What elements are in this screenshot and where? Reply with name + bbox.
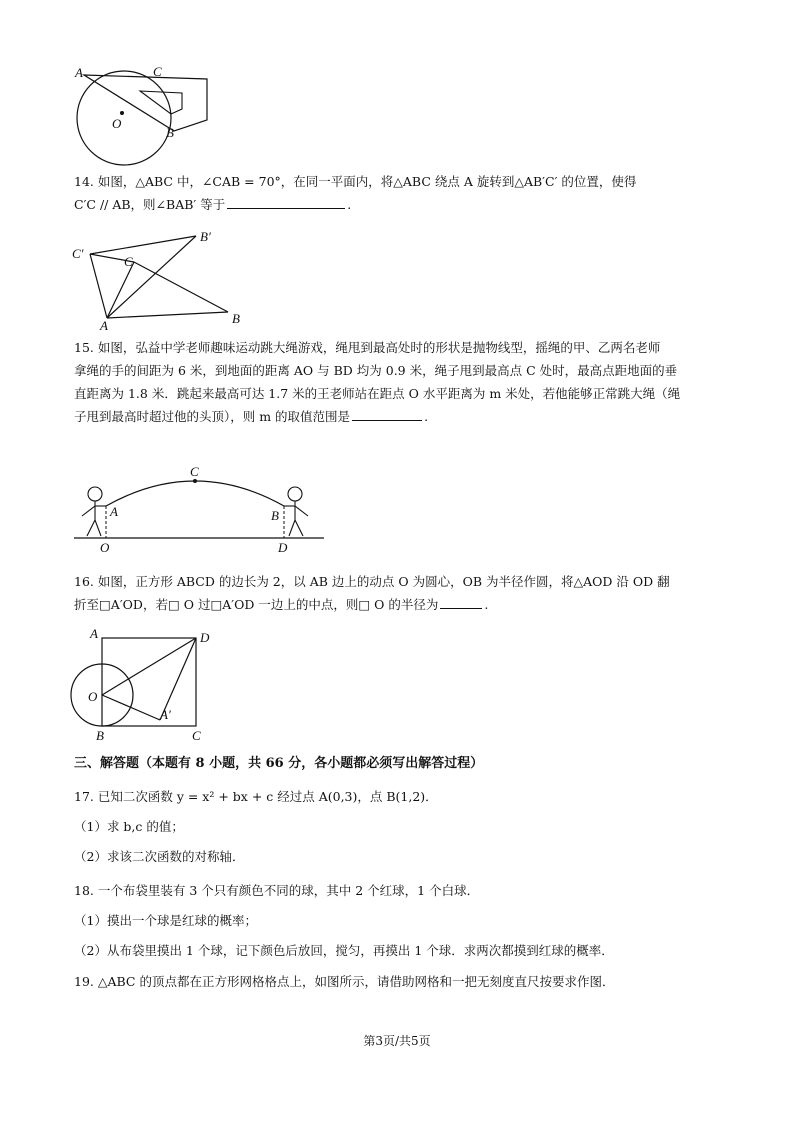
q15-line4 (74, 405, 724, 428)
label-a: A (75, 65, 83, 80)
q16-line2-text: 折至□A′OD，若□ O 过□A′OD 一边上的中点，则□ O 的半径为 (74, 597, 439, 612)
q18-part2: （2）从布袋里摸出 1 个球，记下颜色后放回，搅匀，再摸出 1 个球．求两次都摸到红球的概率． (74, 943, 614, 958)
figure-q16 (70, 624, 220, 744)
figure-q13 (70, 62, 220, 166)
q15-line4-end: . (424, 409, 429, 424)
label-b: B (271, 508, 279, 523)
label-a-prime: A′ (160, 707, 171, 722)
q17-line1: 17. 已知二次函数 y = x² + bx + c 经过点 A(0,3)，点 B(1,2)． (74, 789, 438, 804)
q15-line1: 15. 如图，弘益中学老师趣味运动跳大绳游戏，绳甩到最高处时的形状是抛物线型，摇绳的甲、乙两名老师 (74, 340, 661, 355)
label-o: O (88, 689, 98, 704)
q14-line2 (74, 193, 724, 216)
question-19 (74, 970, 724, 993)
set-square-outer (84, 75, 207, 131)
label-b: B (96, 728, 104, 743)
label-o: O (100, 540, 110, 554)
label-d: D (200, 630, 210, 645)
q15-line4-text: 子甩到最高时超过他的头顶），则 m 的取值范围是 (74, 409, 351, 424)
label-c: C (192, 728, 201, 743)
segment-c-b (134, 262, 228, 312)
q16-line1: 16. 如图，正方形 ABCD 的边长为 2，以 AB 边上的动点 O 为圆心，OB 为半径作圆，将△AOD 沿 OD 翻 (74, 574, 670, 589)
q17-part1: （1）求 b,c 的值； (74, 819, 184, 834)
answer-blank-q15[interactable] (352, 406, 422, 421)
label-c: C (190, 464, 199, 479)
q17-part2: （2）求该二次函数的对称轴． (74, 849, 245, 864)
question-15 (74, 336, 724, 428)
segment-a-cprime (90, 254, 107, 318)
figure-q15 (70, 462, 330, 554)
right-person-icon (284, 487, 308, 536)
question-17 (74, 782, 724, 872)
label-b: B (166, 125, 174, 140)
label-c: C (124, 254, 133, 269)
q14-line2-text: C′C // AB，则∠BAB′ 等于 (74, 197, 226, 212)
label-b-prime: B′ (200, 229, 211, 244)
segment-a-b (107, 312, 228, 318)
answer-blank-q14[interactable] (227, 194, 345, 209)
question-16 (74, 570, 724, 616)
label-c: C (153, 64, 162, 79)
label-a: A (110, 504, 118, 519)
q15-line2: 拿绳的手的间距为 6 米，到地面的距离 AO 与 BD 均为 0.9 米，绳子甩到最高点 C 处时，最高点距地面的垂 (74, 363, 678, 378)
q14-line1: 14. 如图，△ABC 中，∠CAB = 70°，在同一平面内，将△ABC 绕点 A 旋转到△AB′C′ 的位置，使得 (74, 174, 637, 189)
label-a: A (100, 318, 108, 333)
segment-a-c (107, 262, 134, 318)
center-point (120, 111, 124, 115)
label-d: D (278, 540, 288, 554)
section-3-heading: 三、解答题（本题有 8 小题，共 66 分，各小题都必须写出解答过程） (74, 756, 484, 771)
answer-blank-q16[interactable] (440, 594, 482, 609)
question-18 (74, 876, 724, 966)
square-abcd (102, 638, 196, 726)
figure-q14 (70, 226, 260, 336)
rope-parabola (106, 481, 284, 506)
q19-line1: 19. △ABC 的顶点都在正方形网格格点上，如图所示，请借助网格和一把无刻度直尺按要求作图． (74, 974, 615, 989)
label-a: A (90, 626, 98, 641)
label-c-prime: C′ (72, 246, 84, 261)
segment-o-d (102, 638, 196, 695)
set-square-inner (140, 91, 182, 114)
q16-line2-end: . (484, 597, 489, 612)
q15-line3: 直距离为 1.8 米．跳起来最高可达 1.7 米的王老师站在距点 O 水平距离为 m 米处，若他能够正常跳大绳（绳 (74, 386, 681, 401)
segment-o-aprime (102, 695, 160, 720)
page-number: 第3页/共5页 (363, 1034, 431, 1048)
circle-o (77, 71, 171, 165)
q18-line1: 18. 一个布袋里装有 3 个只有颜色不同的球，其中 2 个红球，1 个白球． (74, 883, 480, 898)
q16-line2 (74, 593, 724, 616)
q14-line2-end: . (347, 197, 352, 212)
q18-part1: （1）摸出一个球是红球的概率； (74, 913, 257, 928)
label-b: B (232, 311, 240, 326)
left-person-icon (82, 487, 106, 536)
question-14 (74, 170, 724, 216)
point-c (193, 479, 197, 483)
label-o: O (112, 116, 122, 131)
